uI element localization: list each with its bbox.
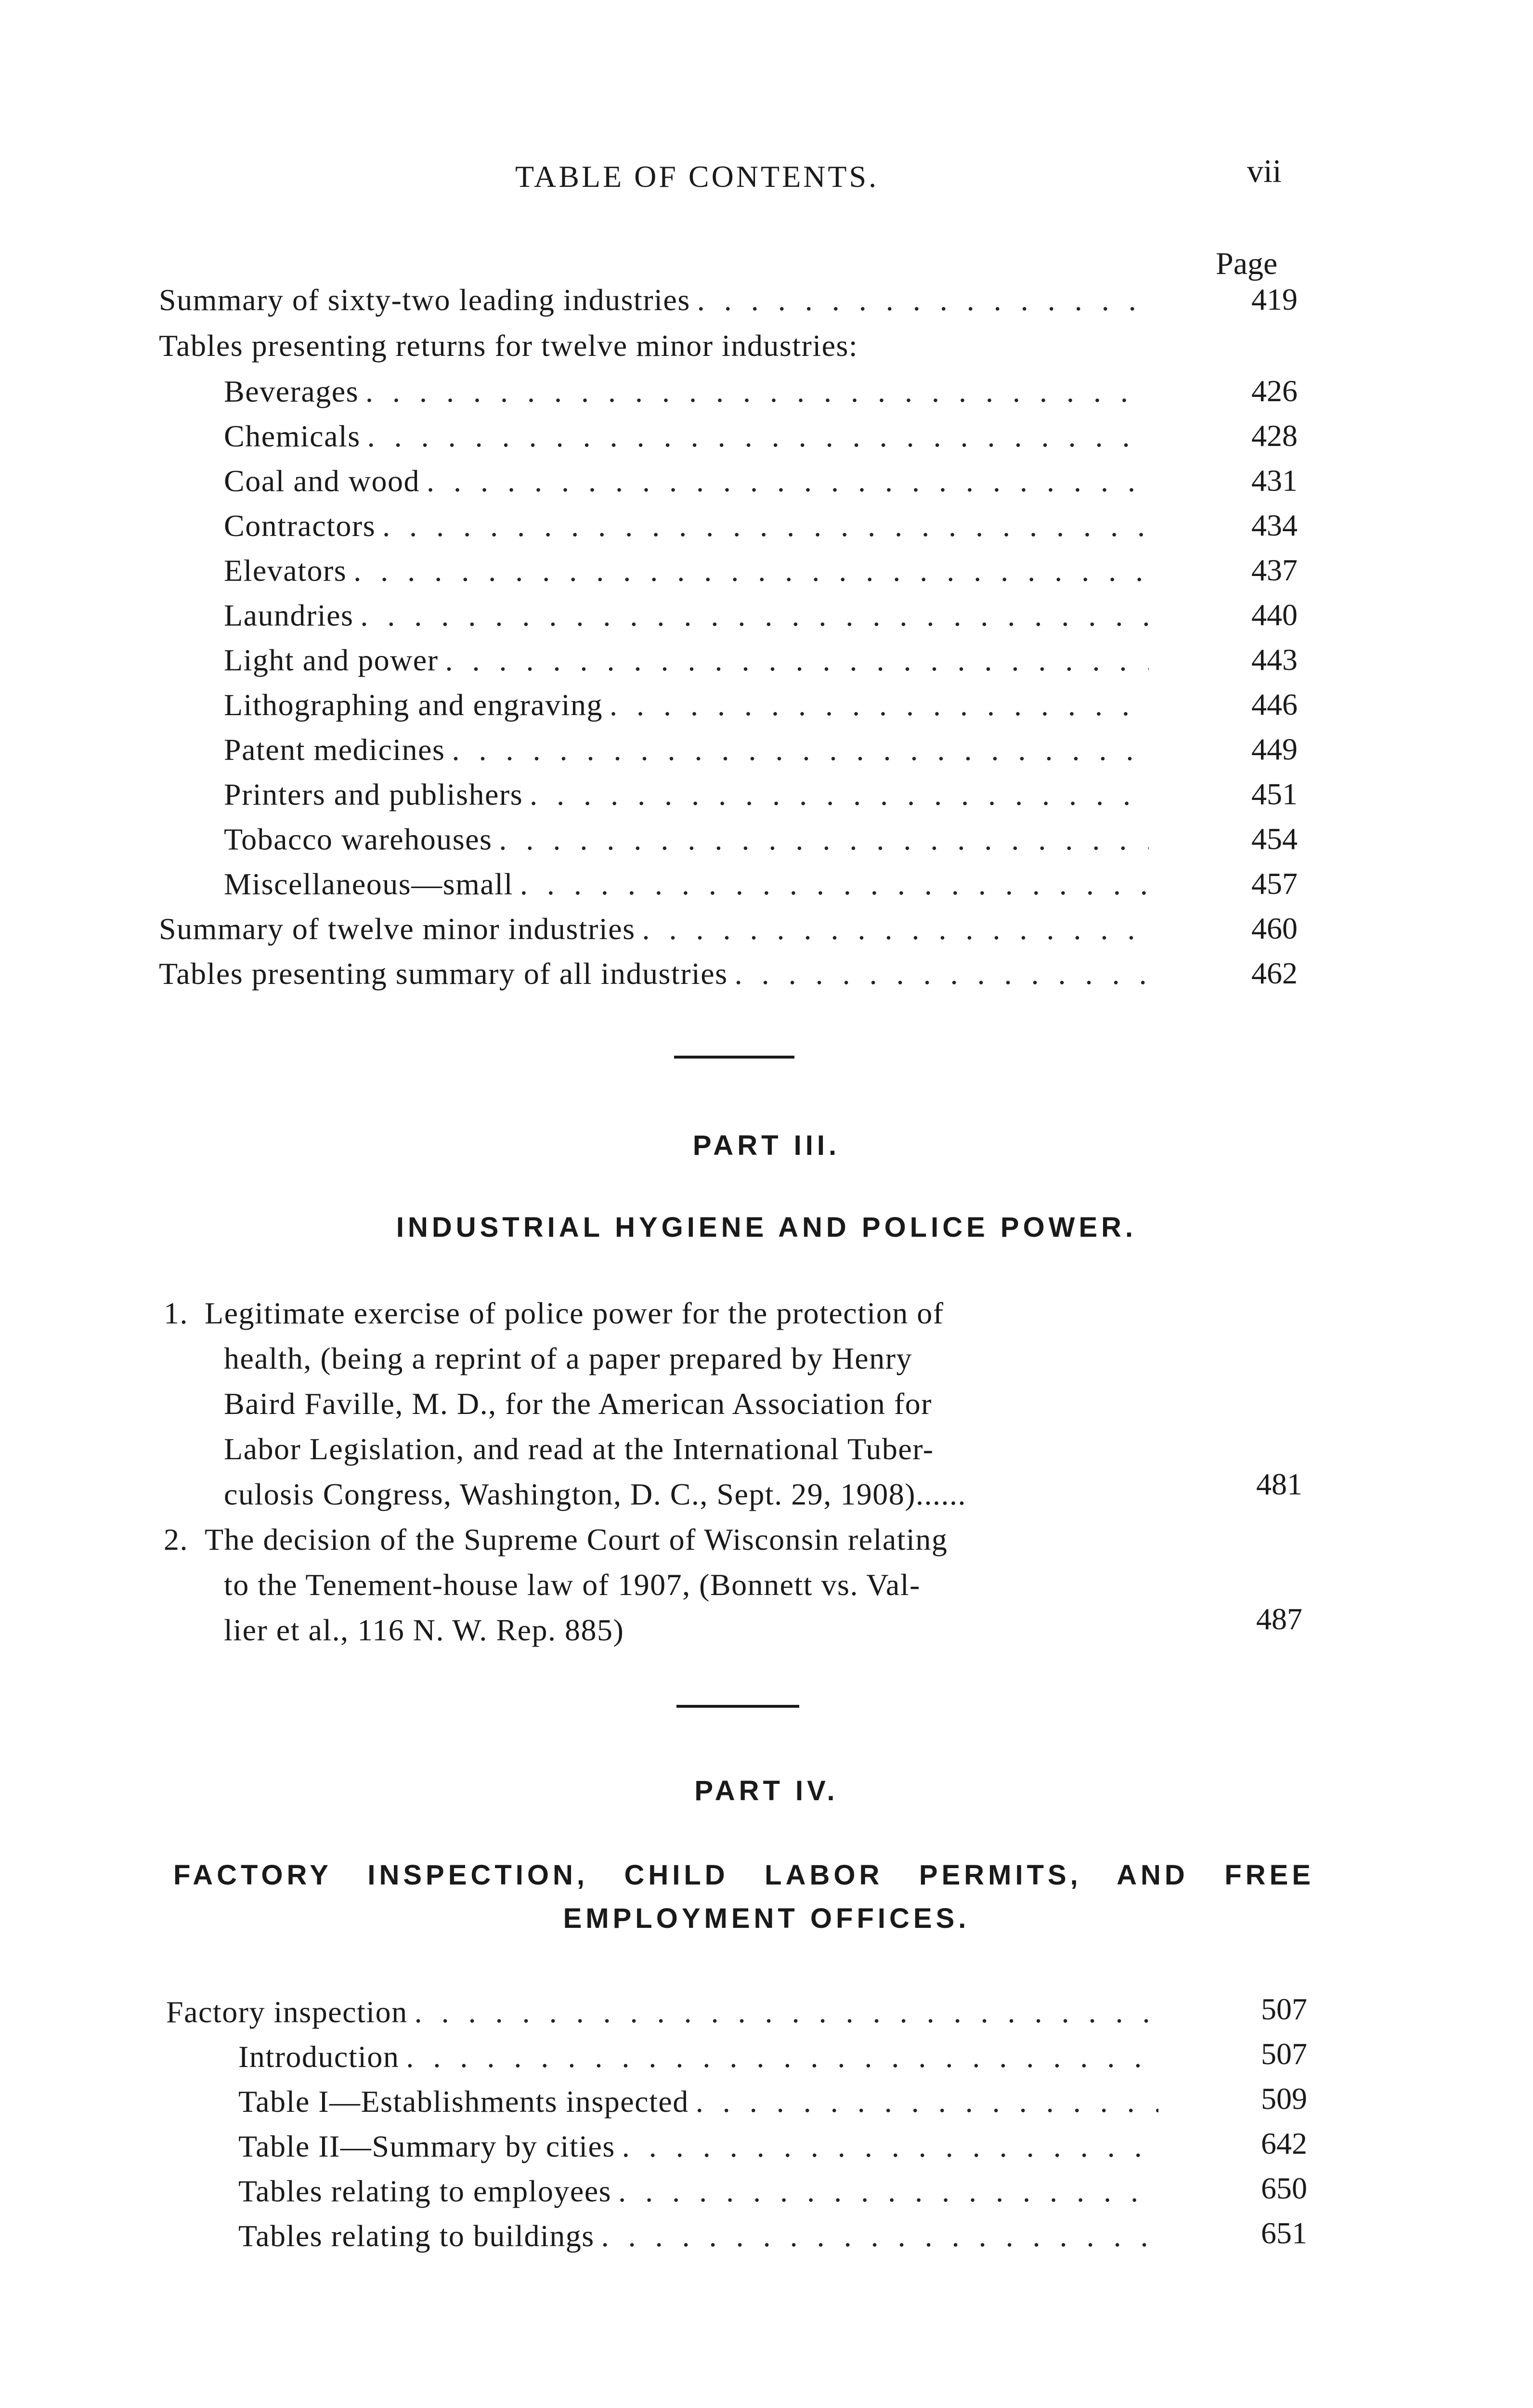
toc-entry: Elevators . . .	[224, 543, 1156, 586]
toc-page: 431	[1251, 463, 1298, 497]
toc-page: 457	[1251, 866, 1298, 901]
toc-entry: Contractors . . .	[224, 498, 1156, 541]
toc-page: 449	[1251, 732, 1298, 766]
toc-entry: Printers and publishers . . .	[224, 767, 1156, 810]
toc-page: 460	[1251, 911, 1298, 945]
entry-number: 1.	[164, 1296, 188, 1330]
dot-leader	[382, 510, 1149, 541]
page-title: TABLE OF CONTENTS.	[515, 159, 879, 194]
toc-page: 651	[1261, 2216, 1307, 2250]
toc-paragraph-entry: 1. Legitimate exercise of police power for the protection of health, (being a reprint of a paper prepared by Henry Baird Faville, M. D., for the American Association for Labor Legislation, and read at the International Tuber- culosis Congress, Washington, D. C., Sept. 29, 1908)......	[164, 1291, 1175, 1517]
toc-entry: Lithographing and engraving . . .	[224, 677, 1156, 720]
toc-entry: Coal and wood . . .	[224, 453, 1156, 497]
toc-page: 434	[1251, 508, 1298, 542]
toc-page: 642	[1261, 2126, 1307, 2160]
part-iii-title: INDUSTRIAL HYGIENE AND POLICE POWER.	[396, 1212, 1137, 1243]
toc-entry: Light and power . . .	[224, 632, 1156, 676]
toc-page: 509	[1261, 2081, 1307, 2116]
section-divider	[674, 1056, 794, 1059]
dot-leader	[406, 2042, 1158, 2072]
toc-entry: Beverages . . .	[224, 364, 1156, 407]
toc-page: 462	[1251, 956, 1298, 990]
page-column-heading: Page	[1216, 246, 1278, 281]
toc-entry: Miscellaneous—small . . .	[224, 856, 1156, 900]
toc-page: 507	[1261, 2037, 1307, 2071]
entry-number: 2.	[164, 1522, 188, 1557]
part-iii-label: PART III.	[692, 1130, 841, 1161]
dot-leader	[445, 645, 1149, 676]
toc-page: 440	[1251, 598, 1298, 632]
toc-page: 443	[1251, 642, 1298, 677]
dot-leader	[427, 466, 1149, 497]
toc-entry: Factory inspection . . .	[166, 1984, 1165, 2028]
part-iv-title-line2: EMPLOYMENT OFFICES.	[563, 1903, 970, 1934]
toc-entry: Table II—Summary by cities . . .	[238, 2119, 1165, 2162]
dot-leader	[360, 600, 1149, 631]
part-iv-label: PART IV.	[694, 1775, 839, 1806]
dot-leader	[631, 1608, 1146, 1653]
toc-entry: Tables presenting returns for twelve minor industries:	[159, 328, 858, 363]
toc-entry: Introduction . . .	[238, 2029, 1165, 2072]
toc-page: 507	[1261, 1992, 1307, 2026]
dot-leader	[735, 958, 1149, 989]
toc-entry: Summary of twelve minor industries . . .	[159, 901, 1156, 944]
dot-leader	[353, 555, 1149, 586]
toc-page: 428	[1251, 419, 1298, 453]
toc-page: 446	[1251, 687, 1298, 721]
section-divider	[676, 1705, 799, 1708]
toc-entry: Tables relating to employees . . .	[238, 2163, 1165, 2207]
toc-page: 454	[1251, 822, 1298, 856]
dot-leader	[622, 2131, 1158, 2162]
toc-paragraph-entry: 2. The decision of the Supreme Court of Wisconsin relating to the Tenement-house law of 1907, (Bonnett vs. Val- lier et al., 116 N. W. Rep. 885)	[164, 1517, 1175, 1653]
toc-page: 426	[1251, 374, 1298, 408]
toc-entry: Tables presenting summary of all industries . . .	[159, 946, 1156, 989]
dot-leader	[499, 824, 1149, 855]
dot-leader	[696, 2086, 1158, 2117]
toc-entry: Patent medicines . . .	[224, 722, 1156, 765]
toc-page: 650	[1261, 2171, 1307, 2205]
toc-entry: Table I—Establishments inspected . . .	[238, 2074, 1165, 2117]
dot-leader	[618, 2176, 1158, 2207]
dot-leader	[530, 779, 1149, 810]
toc-page: 481	[1256, 1467, 1302, 1501]
dot-leader	[601, 2221, 1158, 2251]
dot-leader	[365, 376, 1149, 407]
part-iv-title-line1: FACTORY INSPECTION, CHILD LABOR PERMITS, AND FREE	[173, 1859, 1314, 1891]
page-number: vii	[1247, 153, 1282, 189]
toc-entry: Laundries . . .	[224, 588, 1156, 631]
dot-leader	[610, 690, 1149, 720]
toc-entry: Summary of sixty-two leading industries . . .	[159, 272, 1156, 315]
dot-leader	[642, 914, 1149, 944]
toc-page: 419	[1251, 282, 1298, 316]
dot-leader	[520, 869, 1149, 900]
dot-leader	[367, 421, 1149, 452]
toc-page: 437	[1251, 553, 1298, 587]
toc-entry: Tables relating to buildings . . .	[238, 2208, 1165, 2251]
toc-page: 487	[1256, 1602, 1302, 1636]
toc-page: 451	[1251, 777, 1298, 811]
dot-leader	[697, 285, 1149, 315]
dot-leader	[452, 734, 1149, 765]
toc-entry: Chemicals . . .	[224, 408, 1156, 452]
dot-leader	[415, 1997, 1158, 2028]
toc-entry: Tobacco warehouses . . .	[224, 811, 1156, 855]
